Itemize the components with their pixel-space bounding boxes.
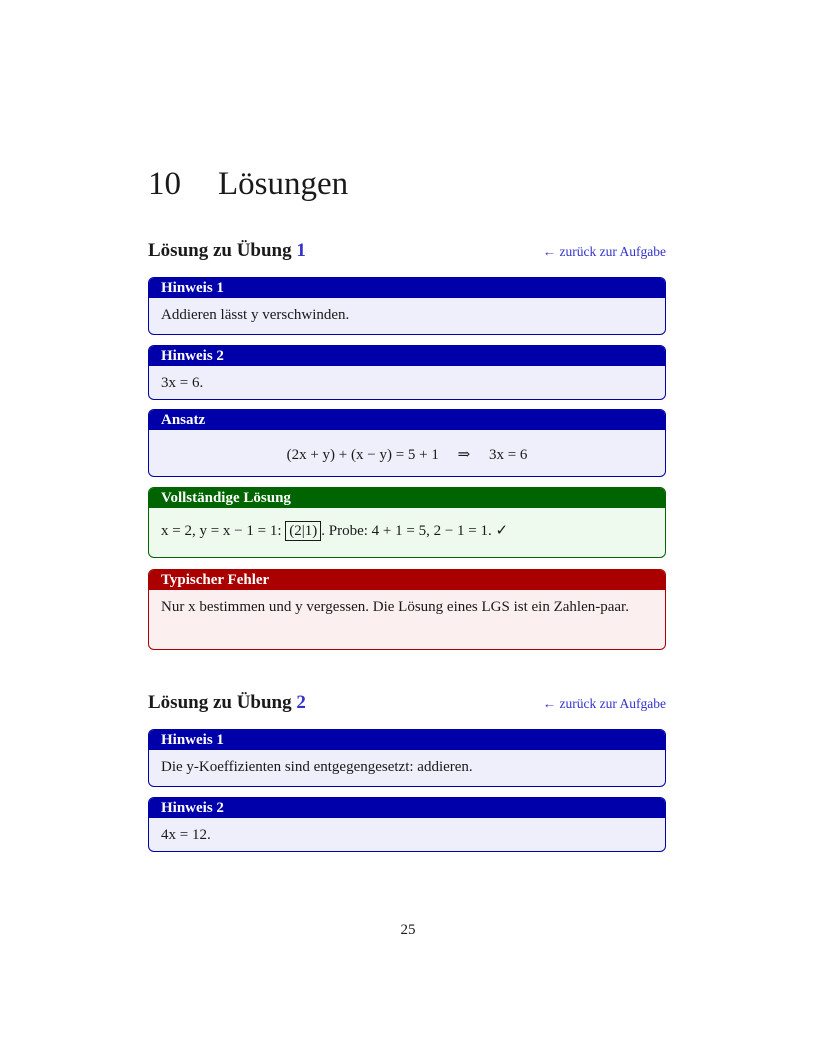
- solution-text-start: x = 2, y = x − 1 = 1:: [161, 523, 282, 539]
- chapter-number: 10: [148, 166, 181, 202]
- solution-text-end: . Probe: 4 + 1 = 5, 2 − 1 = 1. ✓: [321, 523, 509, 539]
- hint-box-1: [148, 729, 666, 787]
- section-title-prefix: Lösung zu Übung: [148, 692, 292, 713]
- solution-section-1: [148, 240, 666, 262]
- box-text: 3x = 6.: [161, 375, 204, 391]
- box-title: Typischer Fehler: [149, 570, 665, 590]
- hint-box-1: [148, 277, 666, 335]
- boxed-answer: (2|1): [285, 521, 321, 541]
- box-title: Vollständige Lösung: [149, 488, 665, 508]
- box-text: [149, 508, 665, 542]
- section-title: [148, 692, 306, 714]
- box-text: Nur x bestimmen und y vergessen. Die Lösung eines LGS ist ein Zahlen-paar.: [161, 599, 629, 615]
- hint-box-2: [148, 345, 666, 400]
- box-text: Addieren lässt y verschwinden.: [161, 307, 350, 323]
- section-title: [148, 240, 306, 262]
- section-title-prefix: Lösung zu Übung: [148, 240, 292, 261]
- exercise-ref-link[interactable]: 2: [296, 692, 306, 713]
- box-title: Ansatz: [149, 410, 665, 430]
- back-to-exercise-link[interactable]: ← zurück zur Aufgabe: [542, 244, 666, 259]
- back-to-exercise-link[interactable]: ← zurück zur Aufgabe: [542, 696, 666, 711]
- box-title: Hinweis 2: [149, 798, 665, 818]
- full-solution-box: [148, 487, 666, 558]
- chapter-heading: [148, 166, 348, 203]
- solution-section-2: [148, 692, 666, 714]
- box-text: Die y-Koeffizienten sind entgegengesetzt: addieren.: [161, 759, 473, 775]
- approach-equation: (2x + y) + (x − y) = 5 + 1 ⇒ 3x = 6: [286, 447, 528, 463]
- box-title: Hinweis 2: [149, 346, 665, 366]
- box-text: 4x = 12.: [161, 827, 211, 843]
- page-number: 25: [400, 922, 416, 938]
- approach-box: [148, 409, 666, 477]
- exercise-ref-link[interactable]: 1: [296, 240, 306, 261]
- box-title: Hinweis 1: [149, 278, 665, 298]
- hint-box-2: [148, 797, 666, 852]
- box-title: Hinweis 1: [149, 730, 665, 750]
- chapter-title: Lösungen: [218, 166, 349, 202]
- typical-error-box: [148, 569, 666, 650]
